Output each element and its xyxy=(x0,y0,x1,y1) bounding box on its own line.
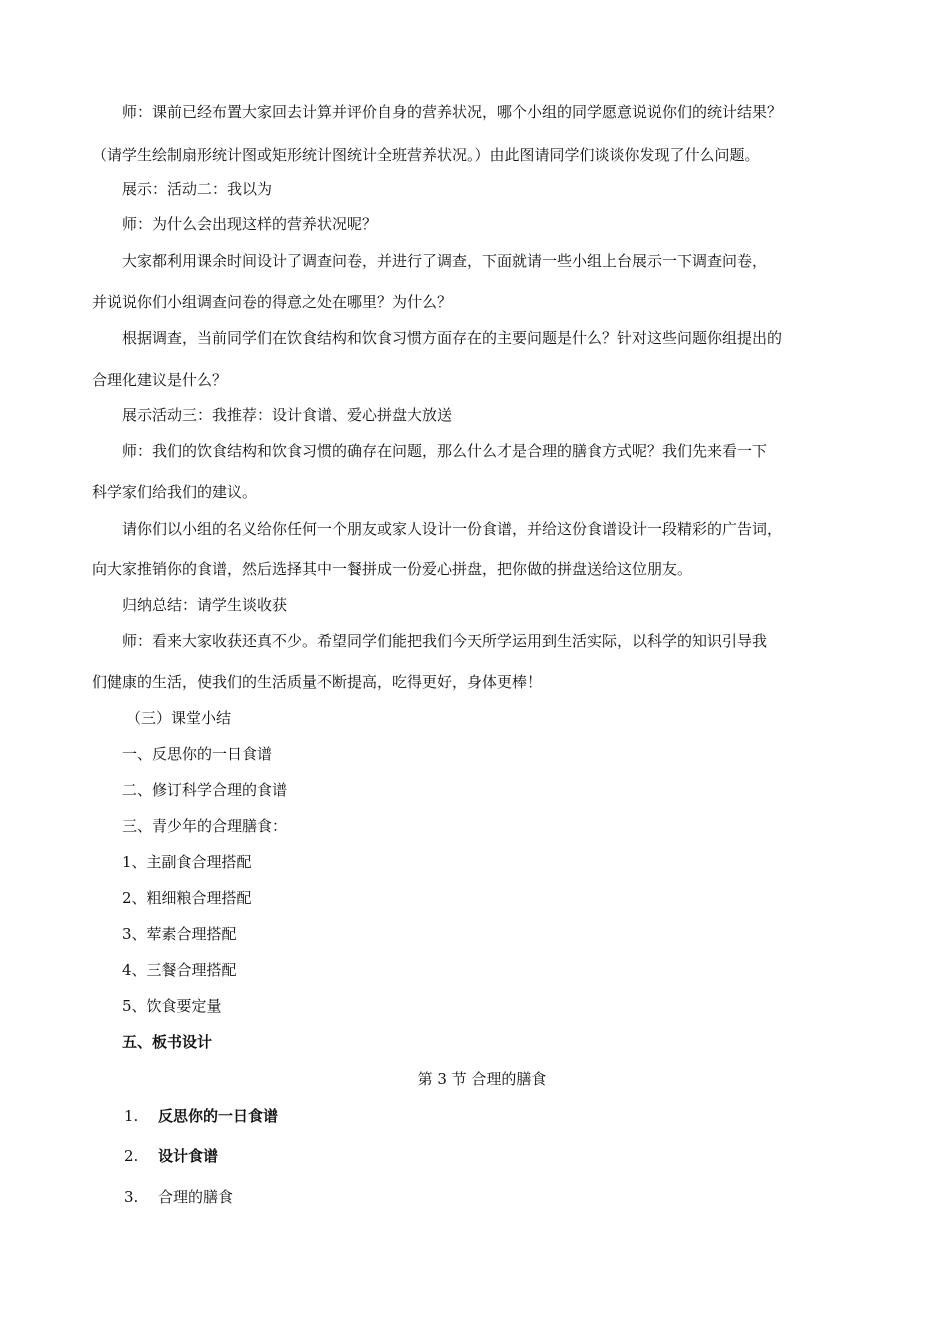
paragraph-line: 归纳总结：请学生谈收获 xyxy=(122,596,288,614)
paragraph-line: 科学家们给我们的建议。 xyxy=(92,483,258,501)
list-item: 2、粗细粮合理搭配 xyxy=(122,889,252,907)
board-item-text: 合理的膳食 xyxy=(158,1188,234,1206)
board-title: 第 3 节 合理的膳食 xyxy=(417,1070,547,1088)
list-item: 4、三餐合理搭配 xyxy=(122,961,237,979)
board-item-number: 3. xyxy=(124,1188,139,1206)
paragraph-line: 们健康的生活，使我们的生活质量不断提高，吃得更好，身体更棒！ xyxy=(92,673,543,691)
paragraph-line: 请你们以小组的名义给你任何一个朋友或家人设计一份食谱，并给这份食谱设计一段精彩的广告词， xyxy=(122,520,783,538)
paragraph-line: 师：我们的饮食结构和饮食习惯的确存在问题，那么什么才是合理的膳食方式呢？我们先来看一下 xyxy=(122,442,768,460)
summary-item: 三、青少年的合理膳食： xyxy=(122,817,288,835)
summary-item: 二、修订科学合理的食谱 xyxy=(122,781,288,799)
paragraph-line: 根据调查，当前同学们在饮食结构和饮食习惯方面存在的主要问题是什么？针对这些问题你组提出的 xyxy=(122,329,783,347)
summary-item: 一、反思你的一日食谱 xyxy=(122,745,273,763)
section-heading: （三）课堂小结 xyxy=(126,709,232,727)
section-heading-board: 五、板书设计 xyxy=(122,1033,213,1051)
list-item: 3、荤素合理搭配 xyxy=(122,925,237,943)
board-item xyxy=(0,1146,950,1166)
paragraph-line: 师：课前已经布置大家回去计算并评价自身的营养状况，哪个小组的同学愿意说说你们的统计结果？ xyxy=(122,103,783,121)
paragraph-line: 展示活动三：我推荐：设计食谱、爱心拼盘大放送 xyxy=(122,406,453,424)
paragraph-line: 师：看来大家收获还真不少。希望同学们能把我们今天所学运用到生活实际，以科学的知识引导我 xyxy=(122,632,768,650)
board-item-text: 反思你的一日食谱 xyxy=(158,1107,279,1125)
board-item-number: 2. xyxy=(124,1147,139,1165)
board-item-number: 1. xyxy=(124,1107,139,1125)
paragraph-line: 展示：活动二：我以为 xyxy=(122,180,273,198)
paragraph-line: 大家都利用课余时间设计了调查问卷，并进行了调查，下面就请一些小组上台展示一下调查问卷， xyxy=(122,252,768,270)
board-item xyxy=(0,1187,950,1207)
paragraph-line: 并说说你们小组调查问卷的得意之处在哪里？为什么？ xyxy=(92,293,453,311)
paragraph-line: 合理化建议是什么？ xyxy=(92,371,228,389)
board-item-text: 设计食谱 xyxy=(158,1147,219,1165)
list-item: 5、饮食要定量 xyxy=(122,997,222,1015)
paragraph-line: 师：为什么会出现这样的营养状况呢？ xyxy=(122,215,378,233)
list-item: 1、主副食合理搭配 xyxy=(122,853,252,871)
paragraph-line: 向大家推销你的食谱，然后选择其中一餐拼成一份爱心拼盘，把你做的拼盘送给这位朋友。 xyxy=(92,560,693,578)
paragraph-line: （请学生绘制扇形统计图或矩形统计图统计全班营养状况。）由此图请同学们谈谈你发现了什么问题。 xyxy=(92,146,760,164)
board-item xyxy=(0,1106,950,1126)
